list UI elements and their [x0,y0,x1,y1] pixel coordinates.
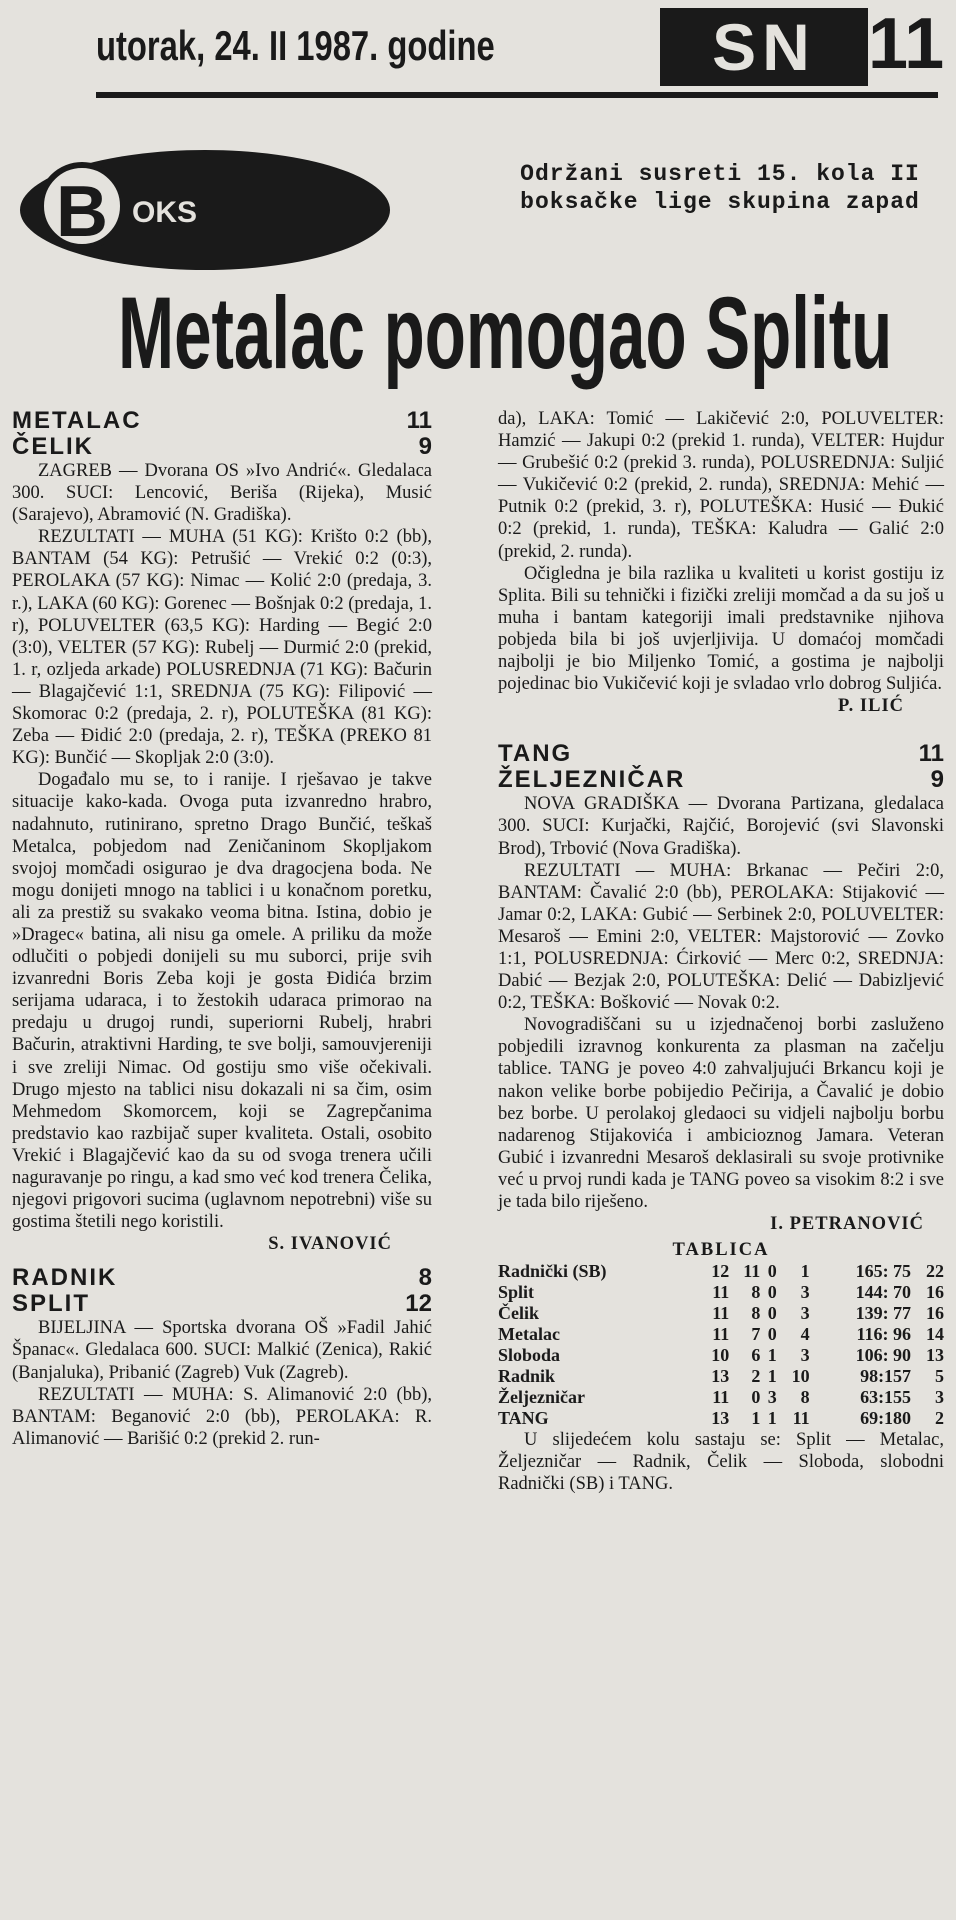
table-cell: 139: 77 [855,1303,912,1324]
table-cell: 5 [935,1366,944,1387]
table-cell: 6 [751,1345,761,1366]
match-team-home: TANG 11 [498,740,944,768]
table-cell: 0 [767,1261,777,1282]
table-cell: 3 [800,1345,810,1366]
table-cell: 11 [743,1261,761,1282]
table-cell: 0 [767,1324,777,1345]
table-cell: 1 [767,1366,777,1387]
match-report: Novogradiščani su u izjednačenoj borbi zasluženo pobjedili izravnog konkurenta za plasman na začelju tablice. TANG je poveo 4:0 zahvaljujući Brkancu koji je nakon velike borbe pobijedio Pečirija, a Čavalić je dobio bez borbe. U perolakoj gledaoci su vidjeli najbolju borbu nadarenog Stijakovića i ambicioznog Jamara. Veteran Gubić i izvanredni Mesaroš deklasirali su svoje protivnike već u prvoj rundi kada je TANG poveo sa visokim 8:2 i sve je tada bilo riješeno. [498,1015,944,1212]
match-team-away: ČELIK 9 [12,433,432,460]
table-cell: 13 [711,1366,730,1387]
team-name: Radnik [498,1366,556,1387]
table-cell: 165: 75 [855,1261,912,1282]
table-cell: 0 [767,1282,777,1303]
table-cell: 0 [751,1387,761,1408]
table-cell: 2 [751,1366,761,1387]
team-name: Željezničar [498,1387,585,1408]
table-cell: 16 [926,1282,944,1303]
match-report: Događalo mu se, to i ranije. I rješavao je takve situacije kako-kada. Ovoga puta izvanredno hrabro, nadahnuto, rutinirano, spretno Drago Bunčić, teškaš Metalca, pobjedom nad Zeničaninom Skopljakom svojoj momčadi osigurao je dva dragocjena boda. Ne mogu donijeti mnogo na tablici i u konačnom poretku, ali za prestiž su svakako veoma bitna. Istina, dobio je »Dragec« batina, ali nisu ga omele. A priliku da može odlučiti o pobjedi donijeli su mu suborci, prije svih izvanredni Boris Zeba koji je gosta Đidića brzim serijama udaraca, i to žestokih udaraca primorao na predaju u drugoj rundi, superiorni Rubelj, hrabri Bačurin, atraktivni Harding, te sve bolji, samouvjereniji i sve zreliji Nimac. Od gostiju smo više očekivali. Drugo mjesto na tablici nisu dokazali ni sa čim, osim Mehmedom Skomorcem, koji se Zagrepčanima predstavio kao razbijač super kvaliteta. Ostali, osobito Vrekić i Blagajčević kao da su od svoga trenera učili naguravanje po ringu, a kad smo već kod trenera Čelika, njegovi prigovori sucima (uglavnom nepotrebni) više su gostima štetili nego koristili. [12,770,432,1233]
next-round-note: U slijedećem kolu sastaju se: Split — Metalac, Željezničar — Radnik, Čelik — Sloboda, slobodni Radnički (SB) i TANG. [498,1430,944,1495]
team-name: Radnički (SB) [498,1261,607,1282]
match-results: REZULTATI — MUHA (51 KG): Krišto 0:2 (bb), BANTAM (54 KG): Petrušić — Vrekić 0:2 (0:3), PEROLAKA (57 KG): Nimac — Kolić 2:0 (predaja, 3. r.), LAKA (60 KG): Gorenec — Bošnjak 0:2 (predaja, 1. r), POLUVELTER (63,5 KG): Harding — Begić 2:0 (3:0), VELTER (57 KG): Rubelj — Durmić 2:0 (prekid, 1. r, ozljeda arkade) POLUSREDNJA (71 KG): Bačurin — Blagajčević 1:1, SREDNJA (75 KG): Filipović — Skomorac 0:2 (predaja, 2. r), POLUTEŠKA (81 KG): Zeba — Đidić 2:0 (predaja, 2. r), TEŠKA (PREKO 81 KG): Bunčić — Skopljak 2:0 (3:0). [12,527,432,769]
match-venue: ZAGREB — Dvorana OS »Ivo Andrić«. Gledalaca 300. SUCI: Lencović, Beriša (Rijeka), Musić (Sarajevo), Abramović (N. Gradiška). [12,461,432,526]
table-cell: 106: 90 [855,1345,912,1366]
match-venue: BIJELJINA — Sportska dvorana OŠ »Fadil Jahić Španac«. Gledalaca 600. SUCI: Malkić (Zenica), Rakić (Banjaluka), Pribanić (Zagreb) Vuk (Zagreb). [12,1318,432,1383]
table-row [498,1387,944,1408]
table-cell: 3 [800,1282,810,1303]
match-team-home: RADNIK 8 [12,1264,432,1292]
table-cell: 3 [800,1303,810,1324]
table-row [498,1324,944,1345]
table-row [498,1303,944,1324]
right-column [498,408,944,1496]
match-venue: NOVA GRADIŠKA — Dvorana Partizana, gledalaca 300. SUCI: Kurjački, Rajčić, Borojević (svi Slavonski Brod), Trbović (Nova Gradiška). [498,794,944,859]
table-cell: 8 [800,1387,810,1408]
table-cell: 1 [767,1408,777,1429]
table-cell: 11 [712,1324,730,1345]
table-cell: 10 [711,1345,730,1366]
match-team-away: SPLIT 12 [12,1290,432,1318]
section-badge-label: OKS [132,196,198,229]
table-cell: 14 [926,1324,944,1345]
table-cell: 11 [712,1303,730,1324]
left-column [12,408,432,1450]
header-rule [96,92,938,98]
table-cell: 8 [751,1303,761,1324]
table-cell: 13 [711,1408,730,1429]
table-cell: 63:155 [860,1387,912,1408]
standings-title: TABLICA [672,1240,770,1261]
table-cell: 144: 70 [855,1282,912,1303]
table-cell: 98:157 [860,1366,912,1387]
table-cell: 1 [800,1261,810,1282]
match-team-home: METALAC 11 [12,407,432,434]
table-cell: 11 [792,1408,810,1429]
standings-table [498,1261,944,1429]
table-cell: 22 [926,1261,944,1282]
table-cell: 11 [712,1282,730,1303]
table-cell: 13 [926,1345,944,1366]
section-badge-letter: B [38,162,126,250]
table-cell: 3 [935,1387,944,1408]
table-cell: 3 [767,1387,777,1408]
table-cell: 10 [791,1366,810,1387]
author: I. PETRANOVIĆ [770,1214,924,1235]
table-row [498,1366,944,1387]
table-row [498,1408,944,1429]
table-cell: 1 [767,1345,777,1366]
team-name: Split [498,1282,535,1303]
team-name: TANG [498,1408,549,1429]
table-row [498,1282,944,1303]
page-number: 11 [868,4,945,84]
newspaper-logo: SN [660,8,868,86]
table-row [498,1261,944,1282]
table-cell: 12 [711,1261,730,1282]
author: S. IVANOVIĆ [268,1234,392,1255]
table-cell: 116: 96 [856,1324,912,1345]
team-name: Sloboda [498,1345,561,1366]
table-cell: 1 [751,1408,761,1429]
match-results: REZULTATI — MUHA: S. Alimanović 2:0 (bb), BANTAM: Beganović 2:0 (bb), PEROLAKA: R. Alimanović — Barišić 0:2 (prekid 2. run- [12,1384,432,1449]
table-cell: 7 [751,1324,761,1345]
table-row [498,1345,944,1366]
issue-date: utorak, 24. II 1987. godine [96,22,495,69]
match-report: Očigledna je bila razlika u kvaliteti u korist gostiju iz Splita. Bili su tehnički i fizički zreliji momčad a da su još u muha i bantam kategoriji imali predstavnike njihova pobjeda bila bi još uvjerljivija. U domaćoj momčadi najbolji je bio Miljenko Tomić, a gostima je najbolji pojedinac bio Vukičević koji je svladao vrlo dobrog Suljića. [498,563,944,695]
table-cell: 8 [751,1282,761,1303]
match-results-continued: da), LAKA: Tomić — Lakičević 2:0, POLUVELTER: Hamzić — Jakupi 0:2 (prekid 1. runda), VELTER: Hujdur — Grubešić 0:2 (prekid 3. runda), POLUSREDNJA: Suljić — Vukičević 0:2 (prekid, 2. runda), SREDNJA: Mehić — Putnik 0:2 (prekid, 3. r), POLUTEŠKA: Husić — Đukić 0:2 (prekid, 1. runda), TEŠKA: Kaludra — Galić 2:0 (prekid, 2. runda). [498,409,944,562]
headline: Metalac pomogao Splitu [118,276,893,390]
table-cell: 69:180 [860,1408,912,1429]
team-name: Metalac [498,1324,560,1345]
table-cell: 0 [767,1303,777,1324]
subheadline: Održani susreti 15. kola II boksačke lige skupina zapad [520,161,920,215]
team-name: Čelik [498,1303,540,1324]
table-cell: 4 [800,1324,810,1345]
table-cell: 16 [926,1303,944,1324]
match-results: REZULTATI — MUHA: Brkanac — Pečiri 2:0, BANTAM: Čavalić 2:0 (bb), PEROLAKA: Stijaković — Jamar 0:2, LAKA: Gubić — Serbinek 2:0, POLUVELTER: Mesaroš — Emini 2:0, VELTER: Majstorović — Zovko 1:1, POLUSREDNJA: Ćirković — Merc 0:2, SREDNJA: Dabić — Bezjak 2:0, POLUTEŠKA: Delić — Dabizljević 0:2, TEŠKA: Bošković — Novak 0:2. [498,860,944,1014]
match-team-away: ŽELJEZNIČAR 9 [498,766,944,794]
author: P. ILIĆ [838,696,904,717]
table-cell: 2 [935,1408,944,1429]
table-cell: 11 [712,1387,730,1408]
